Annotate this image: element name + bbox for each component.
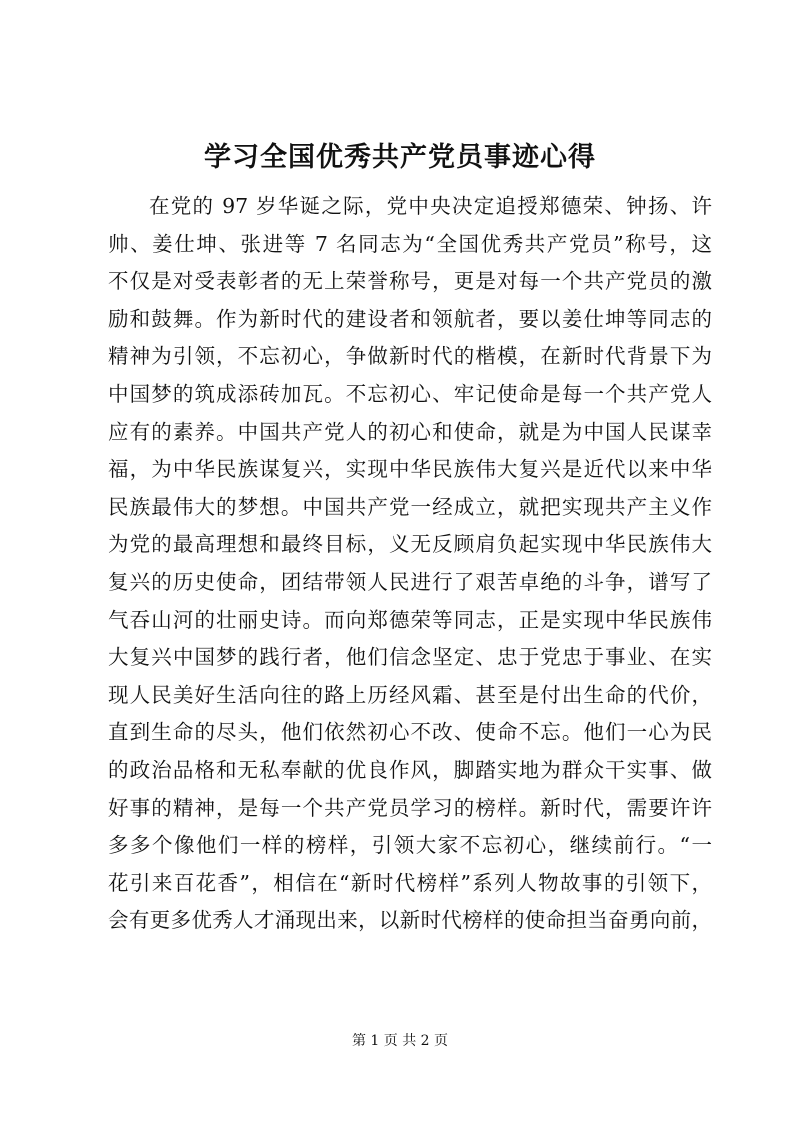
body-line: 大复兴中国梦的践行者，他们信念坚定、忠于党忠于事业、在实 [108, 645, 712, 670]
body-line: 会有更多优秀人才涌现出来，以新时代榜样的使命担当奋勇向前， [108, 908, 712, 933]
body-line: 帅、姜仕坤、张进等 7 名同志为“全国优秀共产党员”称号，这 [108, 231, 712, 256]
body-line: 民族最伟大的梦想。中国共产党一经成立，就把实现共产主义作 [108, 494, 712, 519]
page-number: 第 1 页 共 2 页 [351, 1033, 449, 1049]
body-line: 应有的素养。中国共产党人的初心和使命，就是为中国人民谋幸 [108, 419, 712, 444]
document-body [108, 188, 712, 940]
body-line: 不仅是对受表彰者的无上荣誉称号，更是对每一个共产党员的激 [108, 269, 712, 294]
body-line: 福，为中华民族谋复兴，实现中华民族伟大复兴是近代以来中华 [108, 457, 712, 482]
body-line: 为党的最高理想和最终目标，义无反顾肩负起实现中华民族伟大 [108, 532, 712, 557]
body-line: 现人民美好生活向往的路上历经风霜、甚至是付出生命的代价， [108, 682, 712, 707]
body-line: 好事的精神，是每一个共产党员学习的榜样。新时代，需要许许 [108, 795, 712, 820]
page-footer [0, 1031, 800, 1051]
body-line: 中国梦的筑成添砖加瓦。不忘初心、牢记使命是每一个共产党人 [108, 381, 712, 406]
body-line: 气吞山河的壮丽史诗。而向郑德荣等同志，正是实现中华民族伟 [108, 607, 712, 632]
body-line: 在党的 97 岁华诞之际，党中央决定追授郑德荣、钟扬、许 [149, 194, 712, 218]
body-line: 的政治品格和无私奉献的优良作风，脚踏实地为群众干实事、做 [108, 757, 712, 782]
body-line: 花引来百花香”，相信在“新时代榜样”系列人物故事的引领下， [108, 870, 712, 895]
body-line: 精神为引领，不忘初心，争做新时代的楷模，在新时代背景下为 [108, 344, 712, 369]
body-line: 多多个像他们一样的榜样，引领大家不忘初心，继续前行。“一 [108, 833, 712, 858]
body-line: 直到生命的尽头，他们依然初心不改、使命不忘。他们一心为民 [108, 720, 712, 745]
body-line: 复兴的历史使命，团结带领人民进行了艰苦卓绝的斗争，谱写了 [108, 569, 712, 594]
document-title: 学习全国优秀共产党员事迹心得 [204, 142, 596, 173]
body-line: 励和鼓舞。作为新时代的建设者和领航者，要以姜仕坤等同志的 [108, 306, 712, 331]
